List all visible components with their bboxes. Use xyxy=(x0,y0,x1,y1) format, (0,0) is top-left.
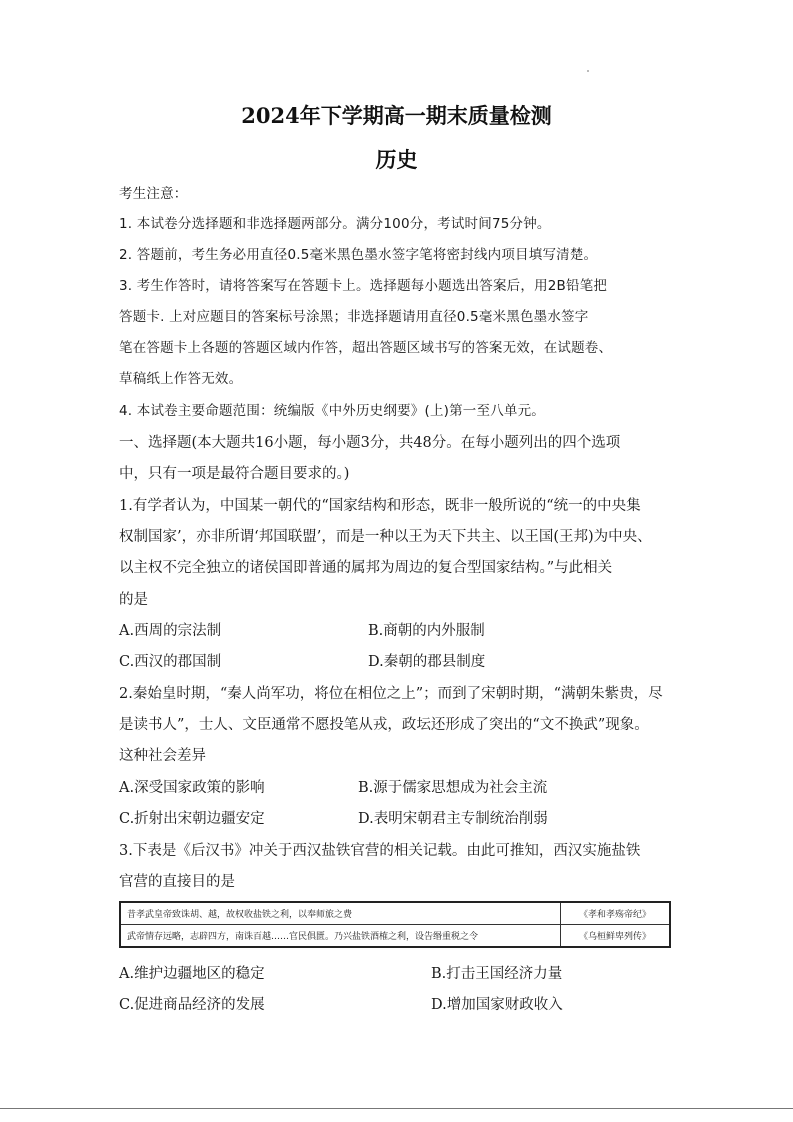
question-stem-line: 1.有学者认为，中国某一朝代的“国家结构和形态，既非一般所说的“统一的中央集 xyxy=(119,498,641,514)
option-b: B.源于儒家思想成为社会主流 xyxy=(358,780,548,796)
question-stem-line: 官营的直接目的是 xyxy=(119,874,235,890)
question-stem-line: 3.下表是《后汉书》冲关于西汉盐铁官营的相关记载。由此可推知，西汉实施盐铁 xyxy=(119,843,641,859)
scan-speck xyxy=(587,70,589,72)
page-bottom-rule xyxy=(0,1108,793,1109)
option-a: A.西周的宗法制 xyxy=(119,623,222,639)
table-cell-record: 武帝情存远略，志辟四方，南诛百越……官民俱匮。乃兴盐铁酒榷之利，设告缗重税之令 xyxy=(120,925,561,948)
table-cell-record: 昔孝武皇帝致诛胡、越，故权收盐铁之利，以奉师旅之费 xyxy=(120,902,561,925)
question-stem-line: 权制国家’，亦非所谓‘邦国联盟’，而是一种以王为天下共主、以王国(王邦)为中央、 xyxy=(119,529,652,545)
note-line: 2. 答题前，考生务必用直径0.5毫米黑色墨水签字笔将密封线内项目填写清楚。 xyxy=(119,247,598,263)
source-table xyxy=(119,901,671,948)
note-line: 笔在答题卡上各题的答题区域内作答，超出答题区域书写的答案无效，在试题卷、 xyxy=(119,340,613,356)
note-line: 答题卡. 上对应题目的答案标号涂黑；非选择题请用直径0.5毫米黑色墨水签字 xyxy=(119,309,589,325)
option-c: C.西汉的郡国制 xyxy=(119,654,222,670)
table-cell-source: 《乌桓鲜卑列传》 xyxy=(561,925,671,948)
note-line: 1. 本试卷分选择题和非选择题两部分。满分100分，考试时间75分钟。 xyxy=(119,216,551,232)
option-a: A.维护边疆地区的稳定 xyxy=(119,966,265,982)
exam-title: 2024年下学期高一期末质量检测 xyxy=(241,103,552,128)
section-line: 一、选择题(本大题共16小题，每小题3分，共48分。在每小题列出的四个选项 xyxy=(119,435,621,451)
question-stem-line: 这种社会差异 xyxy=(119,748,206,764)
option-c: C.促进商品经济的发展 xyxy=(119,997,265,1013)
note-line: 4. 本试卷主要命题范围：统编版《中外历史纲要》(上)第一至八单元。 xyxy=(119,403,546,419)
question-stem-line: 2.秦始皇时期，“秦人尚军功，将位在相位之上”；而到了宋朝时期，“满朝朱紫贵，尽 xyxy=(119,686,663,702)
question-stem-line: 的是 xyxy=(119,592,148,608)
question-stem-line: 以主权不完全独立的诸侯国即普通的属邦为周边的复合型国家结构。”与此相关 xyxy=(119,560,613,576)
option-b: B.打击王国经济力量 xyxy=(431,966,563,982)
option-b: B.商朝的内外服制 xyxy=(368,623,485,639)
question-stem-line: 是读书人”，士人、文臣通常不愿投笔从戎，政坛还形成了突出的“文不换武”现象。 xyxy=(119,717,649,733)
note-line: 3. 考生作答时，请将答案写在答题卡上。选择题每小题选出答案后，用2B铅笔把 xyxy=(119,278,608,294)
notes-heading: 考生注意： xyxy=(119,186,188,202)
option-a: A.深受国家政策的影响 xyxy=(119,780,265,796)
table-cell-source: 《孝和孝殇帝纪》 xyxy=(561,902,671,925)
option-d: D.增加国家财政收入 xyxy=(431,997,563,1013)
subject-title: 历史 xyxy=(375,147,418,172)
option-c: C.折射出宋朝边疆安定 xyxy=(119,811,265,827)
table-row xyxy=(120,925,670,948)
note-line: 草稿纸上作答无效。 xyxy=(119,371,243,387)
option-d: D.表明宋朝君主专制统治削弱 xyxy=(358,811,548,827)
section-line: 中，只有一项是最符合题目要求的。) xyxy=(119,466,350,482)
option-d: D.秦朝的郡县制度 xyxy=(368,654,486,670)
table-row xyxy=(120,902,670,925)
